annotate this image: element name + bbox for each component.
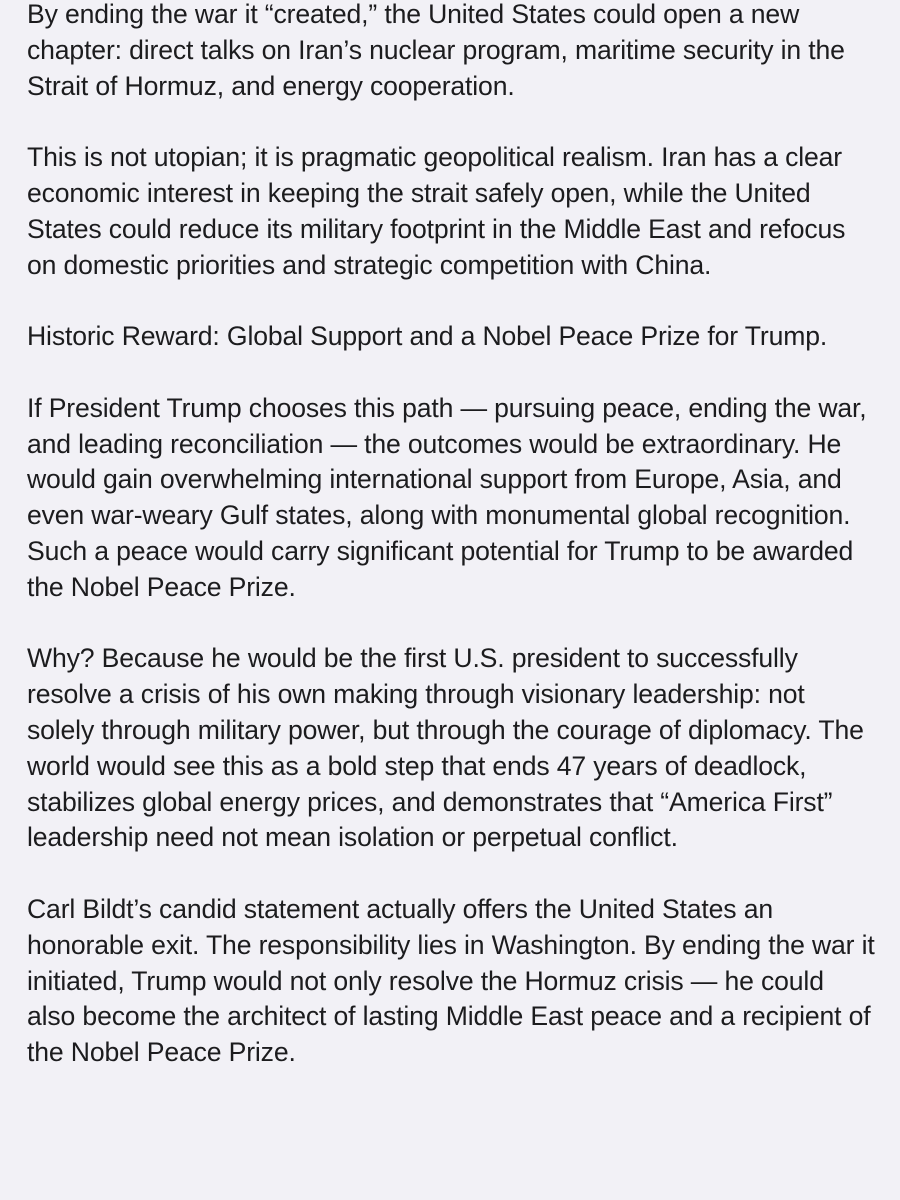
paragraph-pragmatic-realism: This is not utopian; it is pragmatic geopolitical realism. Iran has a clear economic interest in keeping the strait safely open, while the United States could reduce its military footprint in the Middle East and refocus on domestic priorities and strategic competition with China. [27, 142, 846, 280]
paragraph-outcomes: If President Trump chooses this path — pursuing peace, ending the war, and leading reconciliation — the outcomes would be extraordinary. He would gain overwhelming international support from Europe, Asia, and even war-weary Gulf states, along with monumental global recognition. Such a peace would carry significant potential for Trump to be awarded the Nobel Peace Prize. [27, 392, 867, 602]
paragraph-historic-reward-heading: Historic Reward: Global Support and a Nobel Peace Prize for Trump. [27, 321, 828, 352]
paragraph-new-chapter: By ending the war it “created,” the United States could open a new chapter: direct talks on Iran’s nuclear program, maritime security in the Strait of Hormuz, and energy cooperation. [27, 0, 845, 101]
note-body-text[interactable] [27, 0, 877, 1071]
paragraph-conclusion: Carl Bildt’s candid statement actually offers the United States an honorable exit. The responsibility lies in Washington. By ending the war it initiated, Trump would not only resolve the Hormuz crisis — he could also become the architect of lasting Middle East peace and a recipient of the Nobel Peace Prize. [27, 893, 875, 1068]
paragraph-why: Why? Because he would be the first U.S. president to successfully resolve a crisis of his own making through visionary leadership: not solely through military power, but through the courage of diplomacy. The world would see this as a bold step that ends 47 years of deadlock, stabilizes global energy prices, and demonstrates that “America First” leadership need not mean isolation or perpetual conflict. [27, 643, 864, 853]
